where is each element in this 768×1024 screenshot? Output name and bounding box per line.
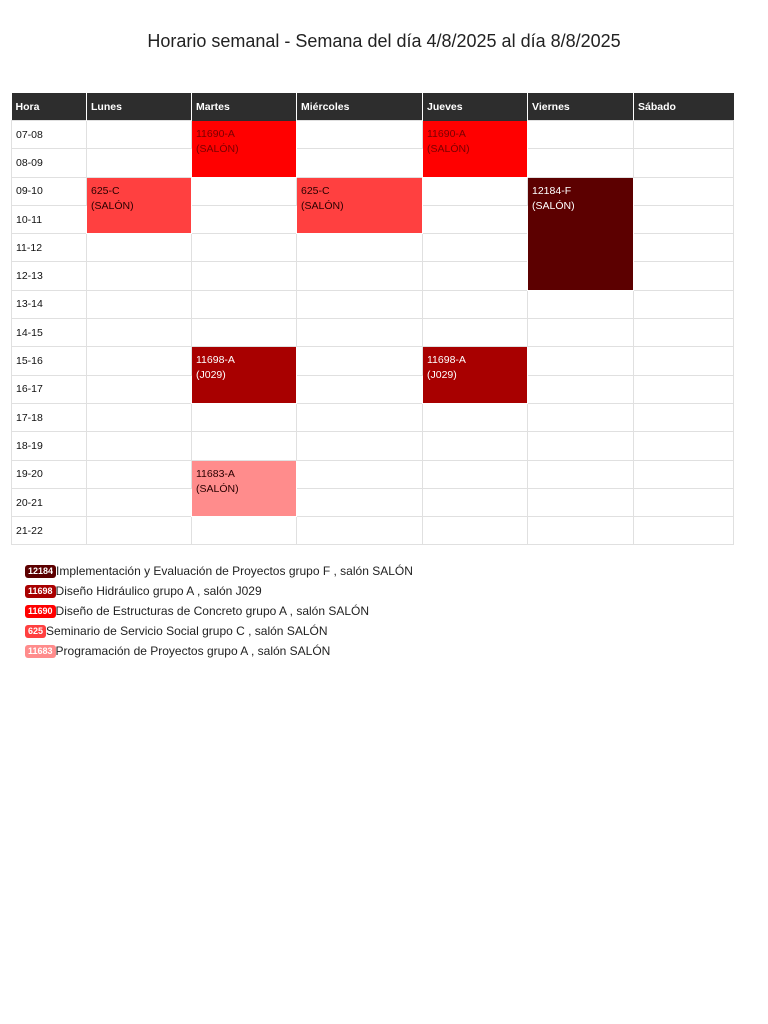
table-row bbox=[12, 375, 734, 403]
hour-label: 07-08 bbox=[12, 121, 87, 149]
course-code-badge: 625 bbox=[25, 625, 46, 638]
empty-cell bbox=[634, 262, 734, 290]
slot-room: (SALÓN) bbox=[427, 143, 470, 155]
table-row bbox=[12, 347, 734, 375]
header-viernes: Viernes bbox=[528, 93, 634, 121]
table-row bbox=[12, 149, 734, 177]
legend-text: Diseño Hidráulico grupo A , salón J029 bbox=[55, 584, 262, 598]
schedule-body bbox=[12, 121, 734, 545]
course-code-badge: 12184 bbox=[25, 565, 56, 578]
empty-cell bbox=[423, 290, 528, 318]
legend-text: Seminario de Servicio Social grupo C , salón SALÓN bbox=[46, 624, 328, 638]
empty-cell bbox=[297, 262, 423, 290]
empty-cell bbox=[87, 319, 192, 347]
empty-cell bbox=[634, 319, 734, 347]
empty-cell bbox=[528, 121, 634, 149]
header-lunes: Lunes bbox=[87, 93, 192, 121]
empty-cell bbox=[87, 149, 192, 177]
legend-item bbox=[25, 641, 413, 661]
table-row bbox=[12, 517, 734, 545]
slot-room: (J029) bbox=[196, 369, 226, 382]
legend-text: Diseño de Estructuras de Concreto grupo A , salón SALÓN bbox=[55, 604, 370, 618]
empty-cell bbox=[528, 319, 634, 347]
legend-item bbox=[25, 561, 413, 581]
table-row bbox=[12, 290, 734, 318]
hour-label: 16-17 bbox=[12, 375, 87, 403]
empty-cell bbox=[634, 517, 734, 545]
empty-cell bbox=[297, 460, 423, 488]
hour-label: 14-15 bbox=[12, 319, 87, 347]
empty-cell bbox=[192, 234, 297, 262]
table-row bbox=[12, 403, 734, 431]
empty-cell bbox=[423, 234, 528, 262]
empty-cell bbox=[634, 432, 734, 460]
empty-cell bbox=[297, 517, 423, 545]
slot-course-code: 11683-A bbox=[196, 467, 235, 480]
empty-cell bbox=[87, 121, 192, 149]
empty-cell bbox=[297, 347, 423, 375]
empty-cell bbox=[192, 205, 297, 233]
slot-course-code: 12184-F bbox=[532, 184, 572, 197]
header-sabado: Sábado bbox=[634, 93, 734, 121]
empty-cell bbox=[423, 403, 528, 431]
table-row bbox=[12, 121, 734, 149]
empty-cell bbox=[297, 375, 423, 403]
schedule-slot bbox=[87, 177, 192, 234]
legend-item bbox=[25, 581, 413, 601]
slot-course-code: 625-C bbox=[91, 184, 120, 197]
empty-cell bbox=[634, 121, 734, 149]
page-title: Horario semanal - Semana del día 4/8/2025 al día 8/8/2025 bbox=[147, 31, 621, 51]
empty-cell bbox=[634, 290, 734, 318]
empty-cell bbox=[87, 460, 192, 488]
schedule-header-row bbox=[12, 93, 734, 121]
table-row bbox=[12, 177, 734, 205]
empty-cell bbox=[528, 488, 634, 516]
hour-label: 19-20 bbox=[12, 460, 87, 488]
course-code-badge: 11683 bbox=[25, 645, 56, 658]
course-legend bbox=[25, 561, 413, 661]
schedule-slot bbox=[192, 347, 297, 404]
header-jueves: Jueves bbox=[423, 93, 528, 121]
empty-cell bbox=[87, 375, 192, 403]
empty-cell bbox=[192, 319, 297, 347]
empty-cell bbox=[528, 517, 634, 545]
schedule-slot bbox=[423, 347, 528, 404]
slot-room: (SALÓN) bbox=[196, 143, 239, 155]
course-code-badge: 11690 bbox=[25, 605, 56, 618]
hour-label: 10-11 bbox=[12, 205, 87, 233]
schedule-slot bbox=[528, 177, 634, 290]
empty-cell bbox=[528, 290, 634, 318]
table-row bbox=[12, 319, 734, 347]
empty-cell bbox=[87, 234, 192, 262]
empty-cell bbox=[634, 488, 734, 516]
empty-cell bbox=[423, 205, 528, 233]
empty-cell bbox=[634, 375, 734, 403]
empty-cell bbox=[528, 347, 634, 375]
empty-cell bbox=[192, 403, 297, 431]
header-martes: Martes bbox=[192, 93, 297, 121]
header-miercoles: Miércoles bbox=[297, 93, 423, 121]
empty-cell bbox=[297, 149, 423, 177]
hour-label: 21-22 bbox=[12, 517, 87, 545]
slot-room: (SALÓN) bbox=[196, 482, 239, 495]
empty-cell bbox=[87, 347, 192, 375]
empty-cell bbox=[528, 432, 634, 460]
empty-cell bbox=[423, 488, 528, 516]
empty-cell bbox=[297, 432, 423, 460]
legend-text: Programación de Proyectos grupo A , salón SALÓN bbox=[55, 644, 331, 658]
empty-cell bbox=[528, 375, 634, 403]
empty-cell bbox=[192, 262, 297, 290]
empty-cell bbox=[423, 432, 528, 460]
hour-label: 12-13 bbox=[12, 262, 87, 290]
schedule-table bbox=[11, 93, 734, 545]
empty-cell bbox=[192, 432, 297, 460]
empty-cell bbox=[297, 234, 423, 262]
hour-label: 18-19 bbox=[12, 432, 87, 460]
hour-label: 20-21 bbox=[12, 488, 87, 516]
empty-cell bbox=[528, 149, 634, 177]
empty-cell bbox=[297, 403, 423, 431]
empty-cell bbox=[87, 517, 192, 545]
empty-cell bbox=[423, 460, 528, 488]
empty-cell bbox=[192, 290, 297, 318]
empty-cell bbox=[87, 290, 192, 318]
empty-cell bbox=[634, 403, 734, 431]
slot-room: (SALÓN) bbox=[91, 199, 134, 212]
empty-cell bbox=[192, 517, 297, 545]
table-row bbox=[12, 432, 734, 460]
empty-cell bbox=[297, 488, 423, 516]
table-row bbox=[12, 488, 734, 516]
empty-cell bbox=[423, 319, 528, 347]
schedule-slot bbox=[192, 460, 297, 517]
hour-label: 15-16 bbox=[12, 347, 87, 375]
legend-item bbox=[25, 621, 413, 641]
slot-course-code: 11698-A bbox=[427, 354, 466, 367]
header-hora: Hora bbox=[12, 93, 87, 121]
empty-cell bbox=[423, 262, 528, 290]
slot-course-code: 11690-A bbox=[427, 128, 466, 140]
slot-course-code: 625-C bbox=[301, 184, 330, 197]
empty-cell bbox=[87, 432, 192, 460]
empty-cell bbox=[297, 290, 423, 318]
empty-cell bbox=[634, 460, 734, 488]
course-code-badge: 11698 bbox=[25, 585, 56, 598]
schedule-slot bbox=[297, 177, 423, 234]
hour-label: 13-14 bbox=[12, 290, 87, 318]
empty-cell bbox=[192, 177, 297, 205]
slot-course-code: 11698-A bbox=[196, 354, 235, 367]
schedule-slot bbox=[192, 121, 297, 178]
empty-cell bbox=[87, 262, 192, 290]
empty-cell bbox=[297, 319, 423, 347]
empty-cell bbox=[634, 347, 734, 375]
slot-room: (SALÓN) bbox=[301, 199, 344, 212]
empty-cell bbox=[634, 205, 734, 233]
empty-cell bbox=[528, 460, 634, 488]
hour-label: 08-09 bbox=[12, 149, 87, 177]
slot-room: (J029) bbox=[427, 369, 457, 382]
slot-course-code: 11690-A bbox=[196, 128, 235, 140]
empty-cell bbox=[634, 177, 734, 205]
table-row bbox=[12, 460, 734, 488]
empty-cell bbox=[634, 234, 734, 262]
schedule-slot bbox=[423, 121, 528, 178]
empty-cell bbox=[423, 517, 528, 545]
legend-item bbox=[25, 601, 413, 621]
hour-label: 17-18 bbox=[12, 403, 87, 431]
hour-label: 09-10 bbox=[12, 177, 87, 205]
empty-cell bbox=[423, 177, 528, 205]
empty-cell bbox=[634, 149, 734, 177]
empty-cell bbox=[87, 488, 192, 516]
legend-text: Implementación y Evaluación de Proyectos grupo F , salón SALÓN bbox=[56, 564, 413, 578]
slot-room: (SALÓN) bbox=[532, 199, 575, 212]
empty-cell bbox=[528, 403, 634, 431]
empty-cell bbox=[297, 121, 423, 149]
hour-label: 11-12 bbox=[12, 234, 87, 262]
empty-cell bbox=[87, 403, 192, 431]
